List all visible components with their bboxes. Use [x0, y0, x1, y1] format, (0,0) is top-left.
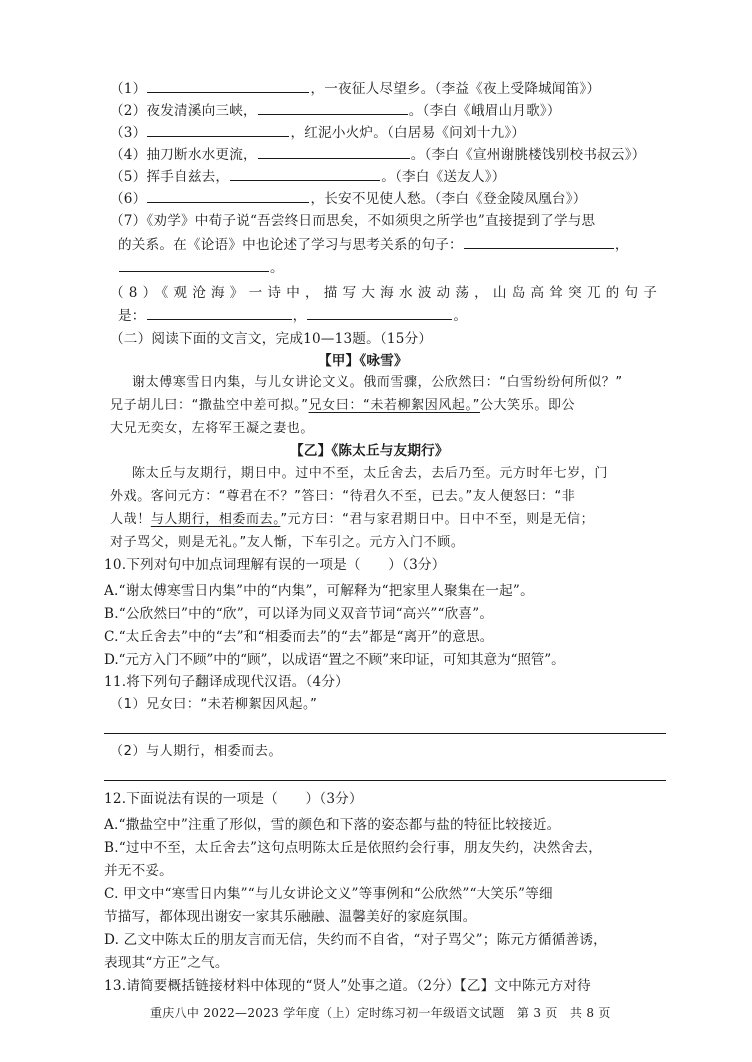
passage-a-underlined-sentence: 兄女曰：“未若柳絮因风起。” [308, 398, 480, 413]
passage-b-line3 [110, 511, 594, 529]
q12-option-d-line1: D. 乙文中陈太丘的朋友言而无信，失约而不自省，“对子骂父”；陈元方循循善诱， [104, 932, 607, 948]
passage-b-underlined-sentence: 与人期行，相委而去。 [150, 512, 281, 527]
q12-option-a: A.“撒盐空中”注重了形似，雪的颜色和下落的姿态都与盐的特征比较接近。 [104, 817, 561, 833]
q7-comma: ， [614, 237, 629, 253]
answer-line[interactable] [104, 780, 666, 781]
poem-q3 [110, 124, 525, 142]
poem-q2 [110, 102, 561, 120]
poem-q8-line2 [118, 307, 467, 325]
q5-text: 。（李白《送友人》） [381, 169, 506, 185]
answer-line[interactable] [104, 733, 666, 734]
q3-text: ，红泥小火炉。（白居易《问刘十九》） [290, 125, 526, 141]
q12-option-c-line2: 节描写，都体现出谢安一家其乐融融、温馨美好的家庭氛围。 [104, 909, 477, 925]
q10-option-c: C.“太丘舍去”中的“去”和“相委而去”的“去”都是“离开”的意思。 [104, 629, 494, 645]
q10-option-d: D.“元方入门不顾”中的“顾”，以成语“置之不顾”来印证，可知其意为“照管”。 [104, 652, 565, 668]
poem-q1 [110, 80, 600, 98]
passage-a-line2-end: 公大笑乐。即公 [479, 398, 576, 413]
answer-blank[interactable] [230, 168, 380, 181]
answer-blank[interactable] [147, 124, 289, 137]
passage-b-line3-start: 人哉！ [110, 512, 151, 527]
passage-a-line3: 大兄无奕女，左将军王凝之妻也。 [110, 421, 315, 436]
q6-label: （6） [110, 191, 147, 207]
q8-end: 。 [453, 308, 468, 324]
q11-stem: 11.将下列句子翻译成现代汉语。（4分） [104, 674, 349, 690]
q11-sentence-2: （2）与人期行，相委而去。 [110, 744, 283, 759]
q12-option-b-line1: B.“过中不至，太丘舍去”这句点明陈太丘是依照约会行事，朋友失约，决然舍去， [104, 840, 602, 856]
passage-b-line1: 陈太丘与友期行，期日中。过中不至，太丘舍去，去后乃至。元方时年七岁，门 [132, 466, 609, 481]
answer-blank[interactable] [258, 102, 408, 115]
q8-line2-start: 是： [118, 308, 146, 324]
q3-label: （3） [110, 125, 147, 141]
q4-text: 。（李白《宣州谢朓楼饯别校书叔云》） [410, 147, 646, 163]
passage-a-line2 [110, 397, 575, 415]
q12-option-d-line2: 表现其“方正”之气。 [104, 955, 229, 971]
passage-a-line2-start: 兄子胡儿曰：“撒盐空中差可拟。” [110, 398, 309, 413]
poem-q7-line3 [118, 259, 284, 277]
q10-option-b: B.“公欣然曰”中的“欣”，可以译为同义双音节词“高兴”“欣喜”。 [104, 606, 494, 622]
q12-option-b-line2: 并无不妥。 [104, 863, 173, 879]
q4-label: （4）抽刀断水水更流， [110, 147, 257, 163]
passage-b-line2: 外戏。客问元方：“尊君在不？”答曰：“待君久不至，已去。”友人便怒曰：“非 [110, 489, 576, 504]
q10-option-a: A.“谢太傅寒雪日内集”中的“内集”，可解释为“把家里人聚集在一起”。 [104, 583, 534, 599]
q6-text: ，长安不见使人愁。（李白《登金陵凤凰台》） [310, 191, 587, 207]
q2-text: 。（李白《峨眉山月歌》） [408, 103, 561, 119]
q2-label: （2）夜发清溪向三峡， [110, 103, 257, 119]
passage-b-title: 【乙】《陈太丘与友期行》 [290, 443, 449, 459]
q5-label: （5）挥手自兹去， [110, 169, 230, 185]
passage-a-title: 【甲】《咏雪》 [318, 353, 408, 369]
passage-b-line3-end: ”元方曰：“君与家君期日中。日中不至，则是无信； [280, 512, 595, 527]
q7-end: 。 [270, 260, 284, 276]
q12-option-c-line1: C. 甲文中“寒雪日内集”“与儿女讲论文义”等事例和“公欣然”“大笑乐”等细 [104, 886, 553, 902]
section-two-heading: （二）阅读下面的文言文，完成10—13题。（15分） [110, 331, 433, 347]
q12-stem: 12.下面说法有误的一项是（ ）（3分） [104, 791, 363, 807]
page-footer: 重庆八中 2022—2023 学年度（上）定时练习初一年级语文试题 第 3 页 共 8 页 [150, 1006, 611, 1020]
q1-label: （1） [110, 81, 147, 97]
passage-b-line4: 对子骂父，则是无礼。”友人惭，下车引之。元方入门不顾。 [110, 535, 465, 550]
q13-stem: 13.请简要概括链接材料中体现的“贤人”处事之道。（2分）【乙】文中陈元方对待 [104, 978, 591, 994]
answer-blank[interactable] [147, 307, 292, 320]
poem-q5 [110, 168, 506, 186]
passage-a-line1: 谢太傅寒雪日内集，与儿女讲论文义。俄而雪骤，公欣然曰：“白雪纷纷何所似？” [132, 375, 623, 390]
answer-blank[interactable] [464, 236, 614, 249]
poem-q7-line2 [118, 236, 629, 254]
answer-blank[interactable] [147, 190, 309, 203]
q8-comma: ， [292, 308, 307, 324]
answer-blank[interactable] [119, 259, 269, 272]
q1-text: ，一夜征人尽望乡。（李益《夜上受降城闻笛》） [310, 81, 601, 97]
poem-q4 [110, 146, 645, 164]
poem-q7-line1: （7）《劝学》中荀子说“吾尝终日而思矣，不如须臾之所学也”直接提到了学与思 [110, 213, 596, 229]
answer-blank[interactable] [307, 307, 452, 320]
answer-blank[interactable] [147, 80, 309, 93]
q7-line2-text: 的关系。在《论语》中也论述了学习与思考关系的句子： [118, 237, 463, 253]
q11-sentence-1: （1）兄女曰：“未若柳絮因风起。” [110, 697, 318, 712]
answer-blank[interactable] [258, 146, 410, 159]
poem-q6 [110, 190, 587, 208]
poem-q8-line1: （8）《观沧海》一诗中，描写大海水波动荡，山岛高耸突兀的句子 [110, 285, 663, 301]
q10-stem: 10.下列对句中加点词理解有误的一项是（ ）（3分） [104, 557, 446, 573]
